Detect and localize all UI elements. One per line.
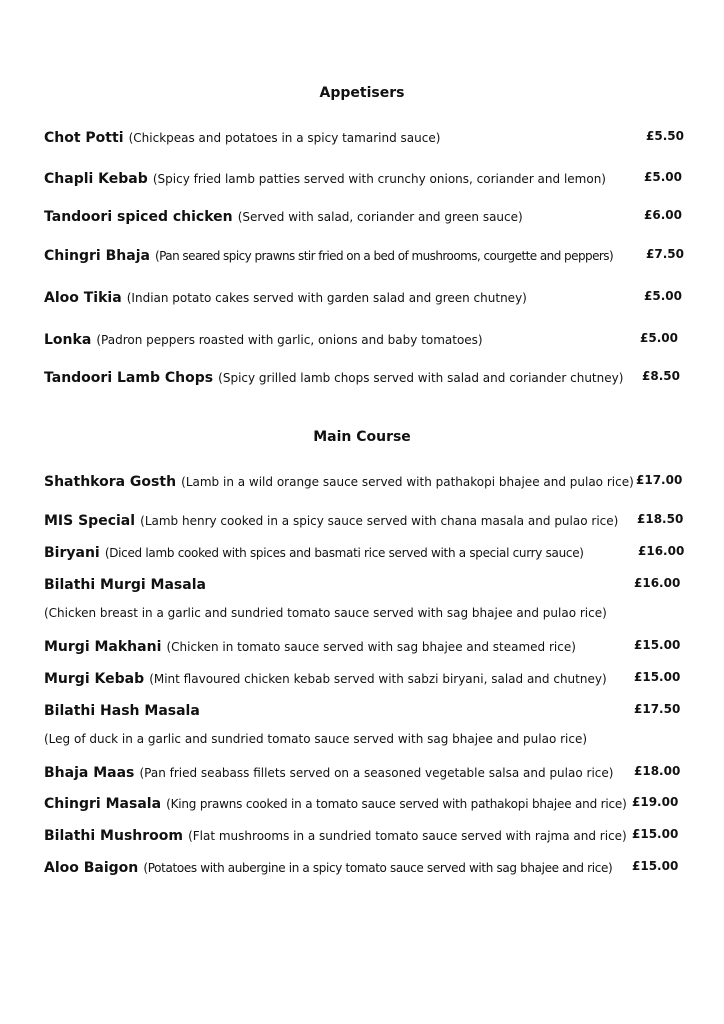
item-name: MIS Special	[44, 513, 136, 529]
item-price: £15.00	[634, 670, 681, 684]
item-description: (Padron peppers roasted with garlic, onions and baby tomatoes)	[96, 333, 483, 347]
item-name: Murgi Kebab	[44, 671, 145, 687]
item-description: (Pan seared spicy prawns stir fried on a bed of mushrooms, courgette and peppers)	[155, 249, 614, 263]
item-name: Chot Potti	[44, 130, 124, 146]
menu-item-mis-special	[44, 510, 618, 529]
item-description: (Pan fried seabass fillets served on a seasoned vegetable salsa and pulao rice)	[139, 766, 614, 780]
menu-item-bilathi-hash-masala	[44, 700, 200, 719]
menu-item-bhaja-maas	[44, 762, 613, 781]
menu-item-shathkora-gosth	[44, 471, 634, 490]
item-description: (Lamb henry cooked in a spicy sauce served with chana masala and pulao rice)	[140, 514, 619, 528]
item-price: £18.00	[634, 764, 681, 778]
appetisers-heading: Appetisers	[319, 85, 405, 101]
item-price: £15.00	[634, 638, 681, 652]
item-price: £16.00	[634, 576, 681, 590]
item-name: Chapli Kebab	[44, 171, 148, 187]
item-price: £15.00	[632, 827, 679, 841]
item-description: (Spicy grilled lamb chops served with salad and coriander chutney)	[218, 371, 624, 385]
menu-item-murgi-kebab	[44, 668, 607, 687]
item-price: £15.00	[632, 859, 679, 873]
item-price: £5.00	[644, 170, 682, 184]
item-description: (Chickpeas and potatoes in a spicy tamarind sauce)	[128, 131, 441, 145]
item-description: (Mint flavoured chicken kebab served with sabzi biryani, salad and chutney)	[149, 672, 607, 686]
item-name: Bilathi Mushroom	[44, 828, 183, 844]
menu-item-chot-potti	[44, 127, 440, 146]
menu-item-tandoori-spiced-chicken	[44, 206, 523, 225]
item-description: (Leg of duck in a garlic and sundried tomato sauce served with sag bhajee and pulao rice)	[44, 732, 588, 746]
item-description: (Chicken in tomato sauce served with sag bhajee and steamed rice)	[166, 640, 576, 654]
item-price: £5.50	[646, 129, 684, 143]
item-description: (Diced lamb cooked with spices and basmati rice served with a special curry sauce)	[104, 546, 584, 560]
item-name: Aloo Baigon	[44, 860, 139, 876]
item-name: Tandoori spiced chicken	[44, 209, 233, 225]
item-name: Chingri Bhaja	[44, 248, 150, 264]
menu-item-lonka	[44, 329, 483, 348]
item-price: £18.50	[637, 512, 684, 526]
item-description: (Potatoes with aubergine in a spicy tomato sauce served with sag bhajee and rice)	[143, 861, 613, 875]
item-price: £6.00	[644, 208, 682, 222]
menu-item-chapli-kebab	[44, 168, 606, 187]
item-name: Murgi Makhani	[44, 639, 162, 655]
item-name: Bilathi Murgi Masala	[44, 577, 206, 593]
item-name: Lonka	[44, 332, 92, 348]
item-price: £5.00	[644, 289, 682, 303]
item-description: (King prawns cooked in a tomato sauce served with pathakopi bhajee and rice)	[166, 797, 627, 811]
item-price: £7.50	[646, 247, 684, 261]
menu-item-tandoori-lamb-chops	[44, 367, 623, 386]
menu-item-biryani	[44, 542, 584, 561]
item-name: Bilathi Hash Masala	[44, 703, 200, 719]
menu-item-bilathi-mushroom	[44, 825, 627, 844]
item-description: (Flat mushrooms in a sundried tomato sauce served with rajma and rice)	[188, 829, 627, 843]
item-price: £17.50	[634, 702, 681, 716]
item-price: £5.00	[640, 331, 678, 345]
item-name: Aloo Tikia	[44, 290, 122, 306]
menu-item-chingri-bhaja	[44, 245, 613, 264]
item-name: Shathkora Gosth	[44, 474, 177, 490]
item-price: £8.50	[642, 369, 680, 383]
menu-item-bilathi-murgi-masala	[44, 574, 206, 593]
item-description: (Indian potato cakes served with garden salad and green chutney)	[126, 291, 527, 305]
item-name: Tandoori Lamb Chops	[44, 370, 214, 386]
menu-item-aloo-baigon	[44, 857, 612, 876]
item-name: Biryani	[44, 545, 100, 561]
item-price: £17.00	[636, 473, 683, 487]
item-description: (Lamb in a wild orange sauce served with pathakopi bhajee and pulao rice)	[181, 475, 634, 489]
main-course-heading: Main Course	[313, 429, 411, 445]
item-price: £16.00	[638, 544, 685, 558]
item-name: Chingri Masala	[44, 796, 162, 812]
item-description: (Spicy fried lamb patties served with crunchy onions, coriander and lemon)	[152, 172, 606, 186]
item-description: (Served with salad, coriander and green sauce)	[237, 210, 523, 224]
item-name: Bhaja Maas	[44, 765, 135, 781]
menu-item-chingri-masala	[44, 793, 627, 812]
item-price: £19.00	[632, 795, 679, 809]
menu-item-murgi-makhani	[44, 636, 576, 655]
menu-item-aloo-tikia	[44, 287, 527, 306]
item-description: (Chicken breast in a garlic and sundried tomato sauce served with sag bhajee and pulao rice)	[44, 606, 607, 620]
